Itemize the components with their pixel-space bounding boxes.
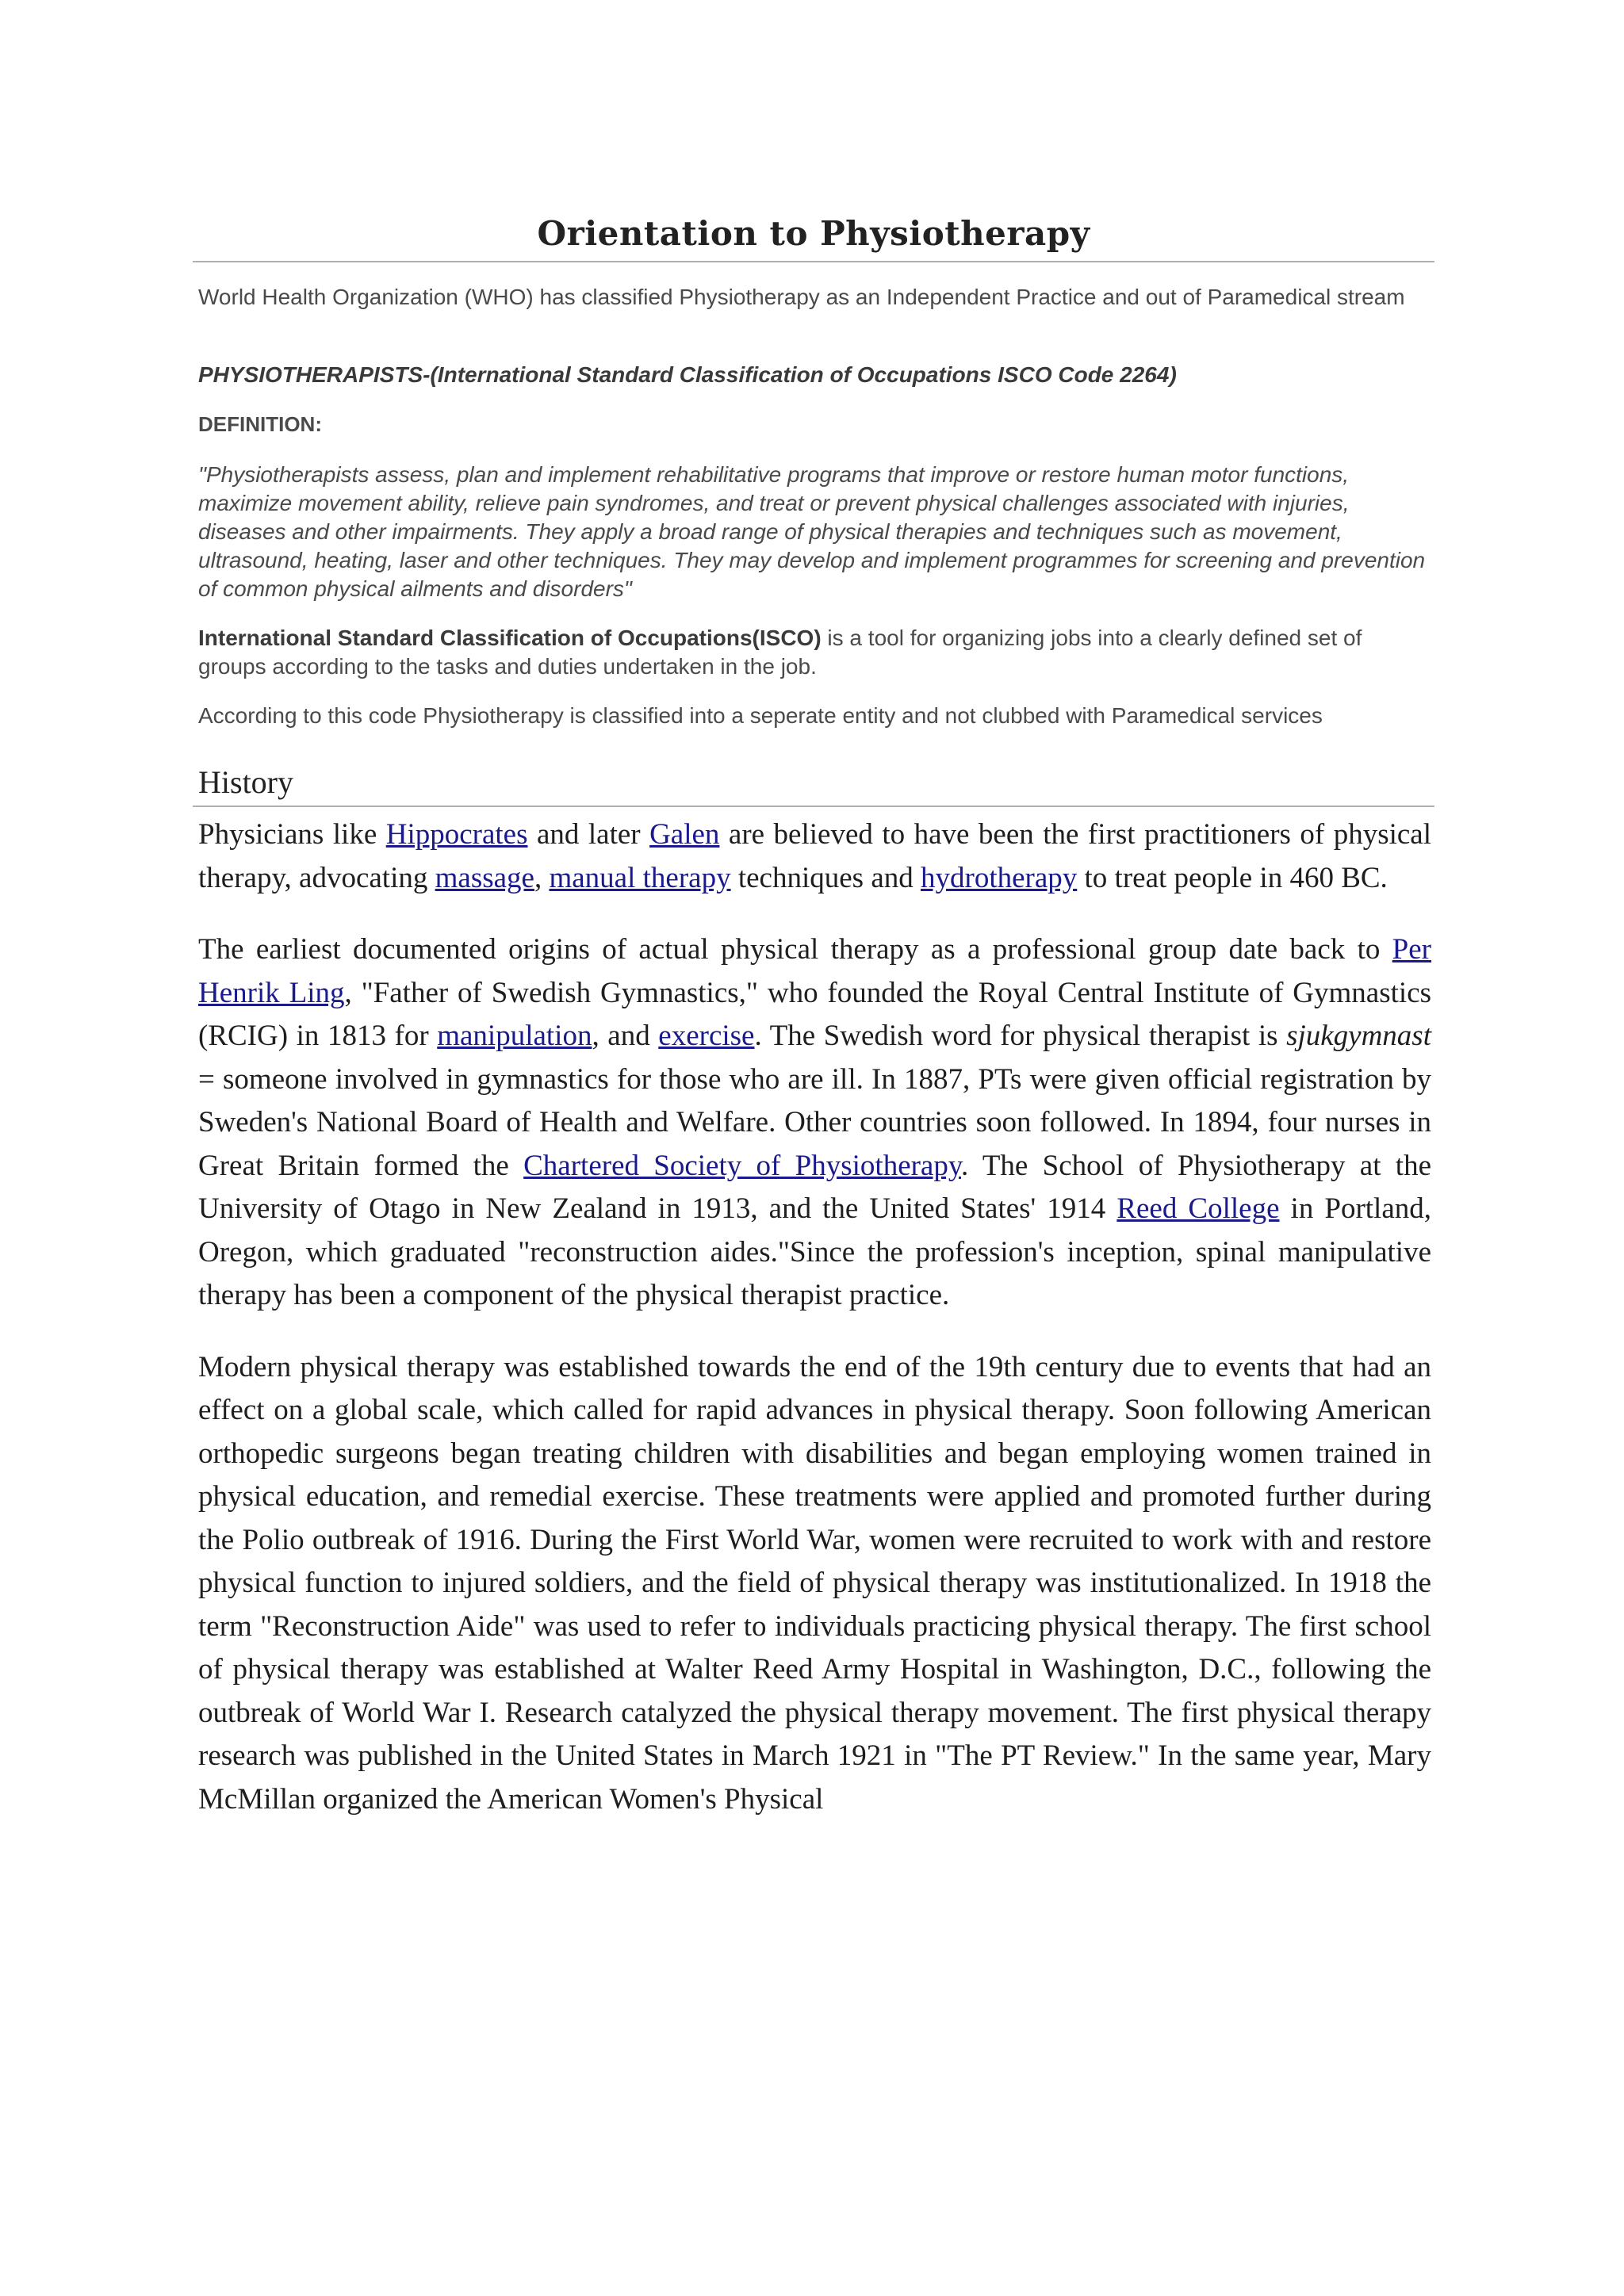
p1-text-2: and later [527, 818, 650, 851]
p1-text-4: , [534, 861, 550, 894]
link-hippocrates[interactable]: Hippocrates [385, 818, 528, 851]
history-paragraph-1 [193, 813, 1434, 900]
link-per-henrik-ling[interactable]: Per Henrik Ling [198, 933, 1431, 1009]
history-paragraph-2 [193, 928, 1434, 1318]
isco-description: is a tool for organizing jobs into a clearly defined set of groups according to the tasks and duties undertaken in the job. [198, 626, 1362, 679]
p2-text-1: The earliest documented origins of actual physical therapy as a professional group date back to [198, 933, 1392, 966]
link-reed-college[interactable]: Reed College [1116, 1192, 1280, 1225]
p2-text-3: , and [592, 1020, 659, 1052]
isco-term: International Standard Classification of Occupations(ISCO) [198, 626, 822, 650]
definition-text: "Physiotherapists assess, plan and implement rehabilitative programs that improve or restore human motor functions, maximize movement ability, relieve pain syndromes, and treat or prevent physical challenges associated with injuries, diseases and other impairments. They apply a broad range of physical therapies and techniques such as movement, ultrasound, heating, laser and other techniques. They may develop and implement programmes for screening and prevention of common physical ailments and disorders" [198, 462, 1426, 601]
document-page [193, 214, 1434, 1821]
p2-text-6: . The School of Physiotherapy at the University of Otago in New Zealand in 1913, and the United States' 1914 [198, 1149, 1431, 1225]
p2-text-2: , "Father of Swedish Gymnastics," who founded the Royal Central Institute of Gymnastics (RCIG) in 1813 for [198, 976, 1432, 1052]
p1-text-5: techniques and [730, 861, 921, 894]
swedish-term: sjukgymnast [1286, 1020, 1431, 1052]
who-statement: World Health Organization (WHO) has classified Physiotherapy as an Independent Practice and out of Paramedical stream [198, 285, 1405, 309]
isco-paragraph [193, 624, 1434, 681]
document-title: Orientation to Physiotherapy [193, 214, 1434, 262]
link-manipulation[interactable]: manipulation [437, 1020, 592, 1052]
isco-heading: PHYSIOTHERAPISTS-(International Standard Classification of Occupations ISCO Code 2264) [198, 362, 1177, 387]
link-hydrotherapy[interactable]: hydrotherapy [921, 861, 1078, 894]
history-paragraph-3: Modern physical therapy was established towards the end of the 19th century due to events that had an effect on a global scale, which called for rapid advances in physical therapy. Soon following American orthopedic surgeons began treating children with disabilities and began employing women trained in physical education, and remedial exercise. These treatments were applied and promoted further during the Polio outbreak of 1916. During the First World War, women were recruited to work with and restore physical function to injured soldiers, and the field of physical therapy was institutionalized. In 1918 the term "Reconstruction Aide" was used to refer to individuals practicing physical therapy. The first school of physical therapy was established at Walter Reed Army Hospital in Washington, D.C., following the outbreak of World War I. Research catalyzed the physical therapy movement. The first physical therapy research was published in the United States in March 1921 in "The PT Review." In the same year, Mary McMillan organized the American Women's Physical [198, 1350, 1431, 1816]
code-statement: According to this code Physiotherapy is classified into a seperate entity and not clubbed with Paramedical services [198, 703, 1323, 728]
definition-label: DEFINITION: [198, 412, 322, 436]
p1-text-3: are believed to have been the first practitioners of physical therapy, advocating [198, 818, 1431, 894]
history-heading: History [193, 763, 1434, 807]
link-massage[interactable]: massage [435, 861, 534, 894]
p2-text-7: in Portland, Oregon, which graduated "reconstruction aides."Since the profession's inception, spinal manipulative therapy has been a component of the physical therapist practice. [198, 1192, 1432, 1311]
p2-text-4: . The Swedish word for physical therapist is [754, 1020, 1287, 1052]
link-exercise[interactable]: exercise [658, 1020, 755, 1052]
p2-text-5: = someone involved in gymnastics for those who are ill. In 1887, PTs were given official registration by Sweden's National Board of Health and Welfare. Other countries soon followed. In 1894, four nurses in Great Britain formed the [198, 1062, 1431, 1182]
p1-text-6: to treat people in 460 BC. [1077, 861, 1388, 894]
link-galen[interactable]: Galen [649, 818, 720, 851]
link-manual-therapy[interactable]: manual therapy [549, 861, 731, 894]
link-chartered-society[interactable]: Chartered Society of Physiotherapy [523, 1149, 961, 1182]
p1-text-1: Physicians like [198, 818, 386, 851]
